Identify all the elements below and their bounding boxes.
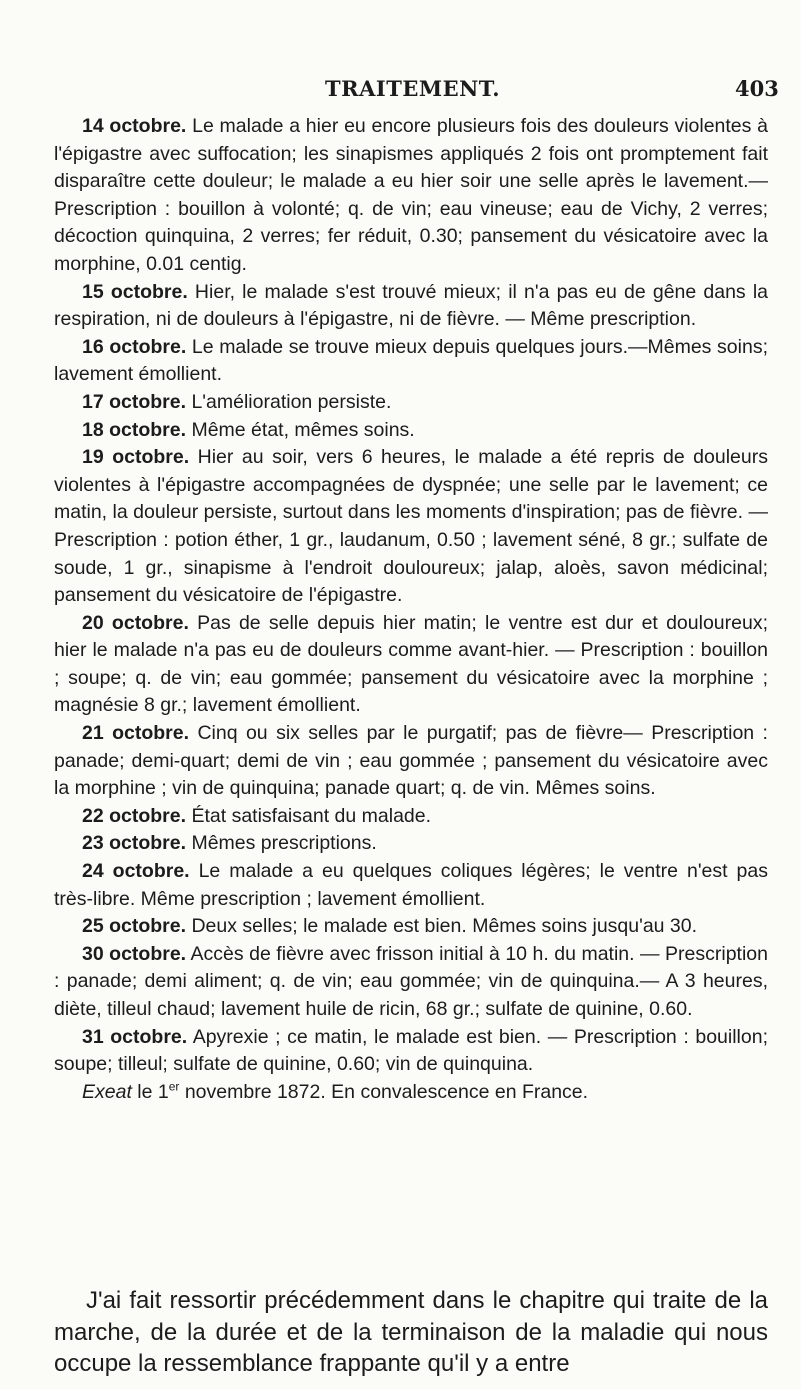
entry-date: 16 octobre. (82, 335, 187, 358)
entry-date: 15 octobre. (82, 280, 188, 303)
entry-date: 31 octobre. (82, 1025, 188, 1048)
exeat-label: Exeat (82, 1080, 132, 1103)
entry-22-octobre (54, 803, 768, 831)
entry-18-octobre (54, 417, 768, 445)
entry-date: 14 octobre. (82, 115, 187, 137)
entry-text: Apyrexie ; ce matin, le malade est bien. — Prescription : bouillon; soupe; tilleul; sulfate de quinine, 0.60; vin de quinquina. (54, 1025, 768, 1076)
entry-date: 19 octobre. (82, 446, 190, 469)
exeat-entry (54, 1079, 768, 1107)
entry-date: 23 octobre. (82, 832, 187, 855)
entry-text: Le malade se trouve mieux depuis quelques jours.—Mêmes soins; lavement émollient. (54, 335, 768, 386)
entry-20-octobre (54, 610, 768, 720)
entry-text: L'amélioration persiste. (186, 390, 392, 413)
entry-date: 18 octobre. (82, 418, 187, 441)
entry-19-octobre (54, 444, 768, 610)
entry-text: État satisfaisant du malade. (186, 804, 432, 827)
entry-date: 17 octobre. (82, 390, 187, 413)
entry-14-octobre (54, 113, 768, 279)
page-number: 403 (735, 76, 779, 101)
entry-23-octobre (54, 830, 768, 858)
entry-text: Hier au soir, vers 6 heures, le malade a été repris de douleurs violentes à l'épigastre accompagnées de dyspnée; une selle par le lavement; ce matin, la douleur persiste, surtout dans les moments d'inspiration; pas de fièvre. — Prescription : potion éther, 1 gr., laudanum, 0.50 ; lavement séné, 8 gr.; sulfate de soude, 1 gr., sinapisme à l'endroit douloureux; jalap, aloès, savon médicinal; pansement du vésicatoire de l'épigastre. (54, 446, 768, 607)
entry-text: Hier, le malade s'est trouvé mieux; il n'a pas eu de gêne dans la respiration, ni de douleurs à l'épigastre, ni de fièvre. — Même prescription. (54, 280, 768, 331)
entry-text: Pas de selle depuis hier matin; le ventre est dur et douloureux; hier le malade n'a pas eu de douleurs comme avant-hier. — Prescription : bouillon ; soupe; q. de vin; eau gommée; pansement du vésicatoire avec la morphine ; magnésie 8 gr.; lavement émollient. (54, 611, 768, 717)
entry-24-octobre (54, 858, 768, 913)
entry-17-octobre (54, 389, 768, 417)
entry-text: Même état, mêmes soins. (186, 418, 415, 441)
entry-21-octobre (54, 720, 768, 803)
exeat-superscript: er (168, 1079, 180, 1094)
main-paragraph: J'ai fait ressortir précédemment dans le chapitre qui traite de la marche, de la durée et de la terminaison de la maladie qui nous occupe la ressemblance frappante qu'il y a entre (54, 1287, 768, 1377)
entry-date: 20 octobre. (82, 611, 189, 634)
entry-text: Deux selles; le malade est bien. Mêmes soins jusqu'au 30. (186, 915, 698, 938)
exeat-text-before: le 1 (131, 1080, 169, 1103)
entry-text: Mêmes prescriptions. (186, 832, 377, 855)
entry-16-octobre (54, 334, 768, 389)
entry-date: 24 octobre. (82, 860, 190, 883)
entry-date: 25 octobre. (82, 915, 187, 938)
clinical-notes (54, 113, 768, 1106)
running-title: TRAITEMENT. (325, 76, 501, 101)
exeat-text-after: novembre 1872. En convalescence en France. (179, 1080, 589, 1103)
entry-date: 30 octobre. (82, 942, 187, 965)
entry-25-octobre (54, 913, 768, 941)
entry-15-octobre (54, 279, 768, 334)
entry-date: 22 octobre. (82, 804, 187, 827)
entry-text: Accès de fièvre avec frisson initial à 10 h. du matin. — Prescription : panade; demi aliment; q. de vin; eau gommée; vin de quinquina.— A 3 heures, diète, tilleul chaud; lavement huile de ricin, 68 gr.; sulfate de quinine, 0.60. (54, 942, 768, 1020)
entry-date: 21 octobre. (82, 722, 190, 745)
entry-text: Cinq ou six selles par le purgatif; pas de fièvre— Prescription : panade; demi-quart; demi de vin ; eau gommée ; pansement du vésicatoire avec la morphine ; vin de quinquina; panade quart; q. de vin. Mêmes soins. (54, 722, 768, 800)
entry-text: Le malade a hier eu encore plusieurs fois des douleurs violentes à l'épigastre avec suffocation; les sinapismes appliqués 2 fois ont promptement fait disparaître cette douleur; le malade a eu hier soir une selle après le lavement.— Prescription : bouillon à volonté; q. de vin; eau vineuse; eau de Vichy, 2 verres; décoction quinquina, 2 verres; fer réduit, 0.30; pansement du vésicatoire avec la morphine, 0.01 centig. (54, 115, 768, 275)
entry-30-octobre (54, 941, 768, 1024)
entry-31-octobre (54, 1024, 768, 1079)
entry-text: Le malade a eu quelques coliques légères; le ventre n'est pas très-libre. Même prescription ; lavement émollient. (54, 860, 768, 910)
running-header (0, 76, 801, 106)
